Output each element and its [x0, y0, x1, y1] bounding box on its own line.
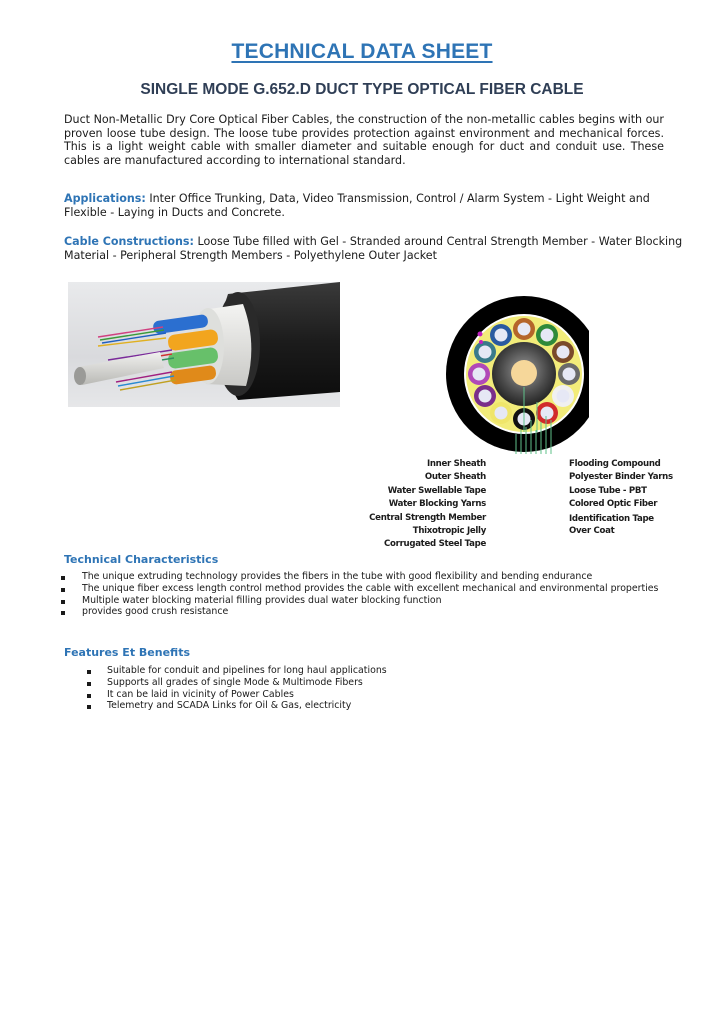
- cable-cross-section-diagram: [446, 292, 602, 454]
- list-item: Supports all grades of single Mode & Multimode Fibers: [87, 677, 647, 689]
- features-benefits-heading: Features Et Benefits: [64, 646, 191, 659]
- list-item: The unique extruding technology provides the fibers in the tube with good flexibility and bending endurance: [61, 571, 661, 583]
- label-corrugated-steel-tape: Corrugated Steel Tape: [384, 539, 486, 550]
- label-loose-tube-pbt: Loose Tube - PBT: [569, 485, 647, 496]
- bullet-icon: [61, 600, 65, 604]
- bullet-icon: [87, 670, 91, 674]
- constructions-text: Loose Tube filled with Gel - Stranded around Central Strength Member - Water Blocking Material - Peripheral Strength Members - Polyethylene Outer Jacket: [64, 235, 683, 262]
- label-flooding-compound: Flooding Compound: [569, 459, 661, 469]
- document-subtitle: SINGLE MODE G.652.D DUCT TYPE OPTICAL FIBER CABLE: [140, 81, 584, 98]
- label-central-strength-member: Central Strength Member: [369, 512, 486, 523]
- bullet-icon: [61, 588, 65, 592]
- list-item: Multiple water blocking material filling provides dual water blocking function: [61, 595, 661, 607]
- label-inner-sheath: Inner Sheath: [426, 459, 486, 469]
- constructions-label: Cable Constructions:: [64, 235, 194, 248]
- list-item: provides good crush resistance: [61, 606, 661, 618]
- list-item: It can be laid in vicinity of Power Cables: [87, 689, 647, 701]
- bullet-icon: [61, 576, 65, 580]
- bullet-icon: [61, 611, 65, 615]
- label-colored-optic-fiber: Colored Optic Fiber: [569, 499, 658, 510]
- list-item: Telemetry and SCADA Links for Oil & Gas, electricity: [87, 700, 647, 712]
- cross-section-labels-right: [569, 458, 719, 538]
- technical-characteristics-list: [61, 571, 661, 618]
- features-benefits-list: [87, 665, 647, 712]
- cable-cutaway-photo: [68, 282, 340, 407]
- label-water-blocking-yarns: Water Blocking Yarns: [388, 499, 486, 510]
- applications-paragraph: [64, 192, 684, 220]
- list-item: The unique fiber excess length control method provides the cable with excellent mechanical and environmental properties: [61, 583, 661, 595]
- applications-label: Applications:: [64, 192, 146, 205]
- label-thixotropic-jelly: Thixotropic Jelly: [412, 526, 486, 537]
- label-polyester-binder-yarns: Polyester Binder Yarns: [569, 472, 673, 483]
- label-over-coat: Over Coat: [569, 525, 615, 536]
- technical-characteristics-heading: Technical Characteristics: [64, 553, 219, 566]
- bullet-icon: [87, 705, 91, 709]
- constructions-paragraph: [64, 235, 684, 263]
- intro-paragraph: Duct Non-Metallic Dry Core Optical Fiber Cables, the construction of the non-metallic cables begins with our proven loose tube design. The loose tube provides protection against environment and mechanical forces. This is a light weight cable with smaller diameter and suitable enough for duct and conduit use. These cables are manufactured according to international standard.: [64, 113, 664, 167]
- list-item: Suitable for conduit and pipelines for long haul applications: [87, 665, 647, 677]
- label-identification-tape: Identification Tape: [569, 513, 654, 524]
- cross-section-labels-left: [330, 458, 486, 552]
- applications-text: Inter Office Trunking, Data, Video Transmission, Control / Alarm System - Light Weight and Flexible - Laying in Ducts and Concrete.: [64, 192, 650, 219]
- bullet-icon: [87, 682, 91, 686]
- label-outer-sheath: Outer Sheath: [424, 472, 486, 483]
- document-title: TECHNICAL DATA SHEET: [231, 40, 493, 63]
- label-water-swellable-tape: Water Swellable Tape: [387, 485, 486, 496]
- bullet-icon: [87, 694, 91, 698]
